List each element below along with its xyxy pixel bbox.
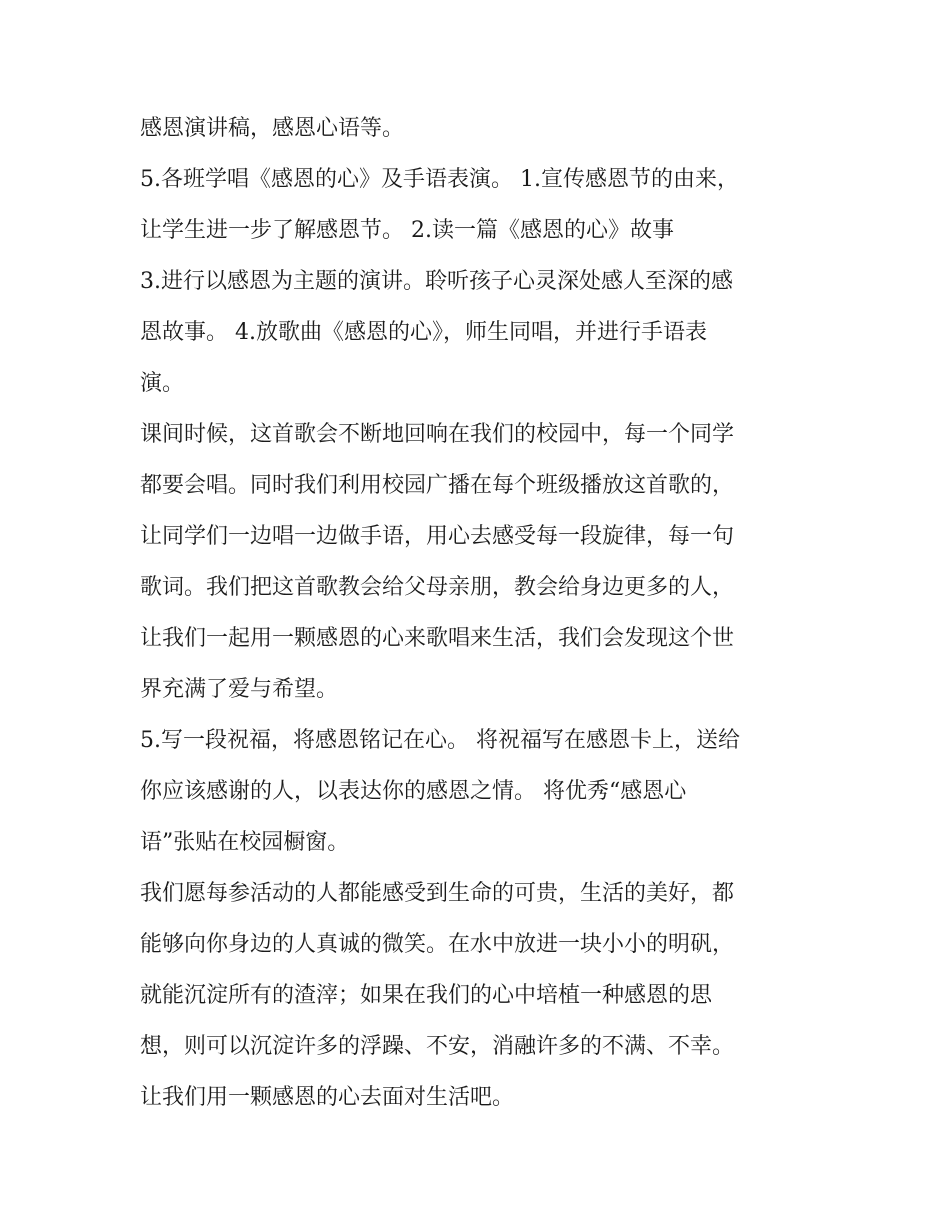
- text-line: 课间时候，这首歌会不断地回响在我们的校园中，每一个同学: [140, 422, 735, 447]
- text-line: 让我们一起用一颗感恩的心来歌唱来生活，我们会发现这个世: [140, 626, 735, 651]
- text-line: 5.各班学唱《感恩的心》及手语表演。 1.宣传感恩节的由来，: [140, 167, 739, 192]
- text-line: 演。: [140, 371, 185, 396]
- text-line: 能够向你身边的人真诚的微笑。在水中放进一块小小的明矾，: [140, 932, 735, 957]
- text-line: 语”张贴在校园橱窗。: [140, 830, 350, 855]
- text-line: 让学生进一步了解感恩节。 2.读一篇《感恩的心》故事: [140, 218, 674, 243]
- text-line: 想，则可以沉淀许多的浮躁、不安，消融许多的不满、不幸。: [140, 1034, 735, 1059]
- text-line: 你应该感谢的人，以表达你的感恩之情。 将优秀“感恩心: [140, 779, 687, 804]
- text-line: 恩故事。 4.放歌曲《感恩的心》，师生同唱，并进行手语表: [140, 320, 707, 345]
- text-line: 感恩演讲稿，感恩心语等。: [140, 116, 405, 141]
- text-line: 就能沉淀所有的渣滓；如果在我们的心中培植一种感恩的思: [140, 983, 713, 1008]
- text-line: 我们愿每参活动的人都能感受到生命的可贵，生活的美好，都: [140, 881, 735, 906]
- text-line: 3.进行以感恩为主题的演讲。聆听孩子心灵深处感人至深的感: [140, 269, 733, 294]
- text-line: 5.写一段祝福，将感恩铭记在心。 将祝福写在感恩卡上，送给: [140, 728, 740, 753]
- text-line: 让我们用一颗感恩的心去面对生活吧。: [140, 1085, 515, 1110]
- text-line: 都要会唱。同时我们利用校园广播在每个班级播放这首歌的，: [140, 473, 735, 498]
- text-line: 界充满了爱与希望。: [140, 677, 339, 702]
- text-line: 歌词。我们把这首歌教会给父母亲朋，教会给身边更多的人，: [140, 575, 735, 600]
- text-line: 让同学们一边唱一边做手语，用心去感受每一段旋律，每一句: [140, 524, 735, 549]
- document-body: [140, 103, 820, 1123]
